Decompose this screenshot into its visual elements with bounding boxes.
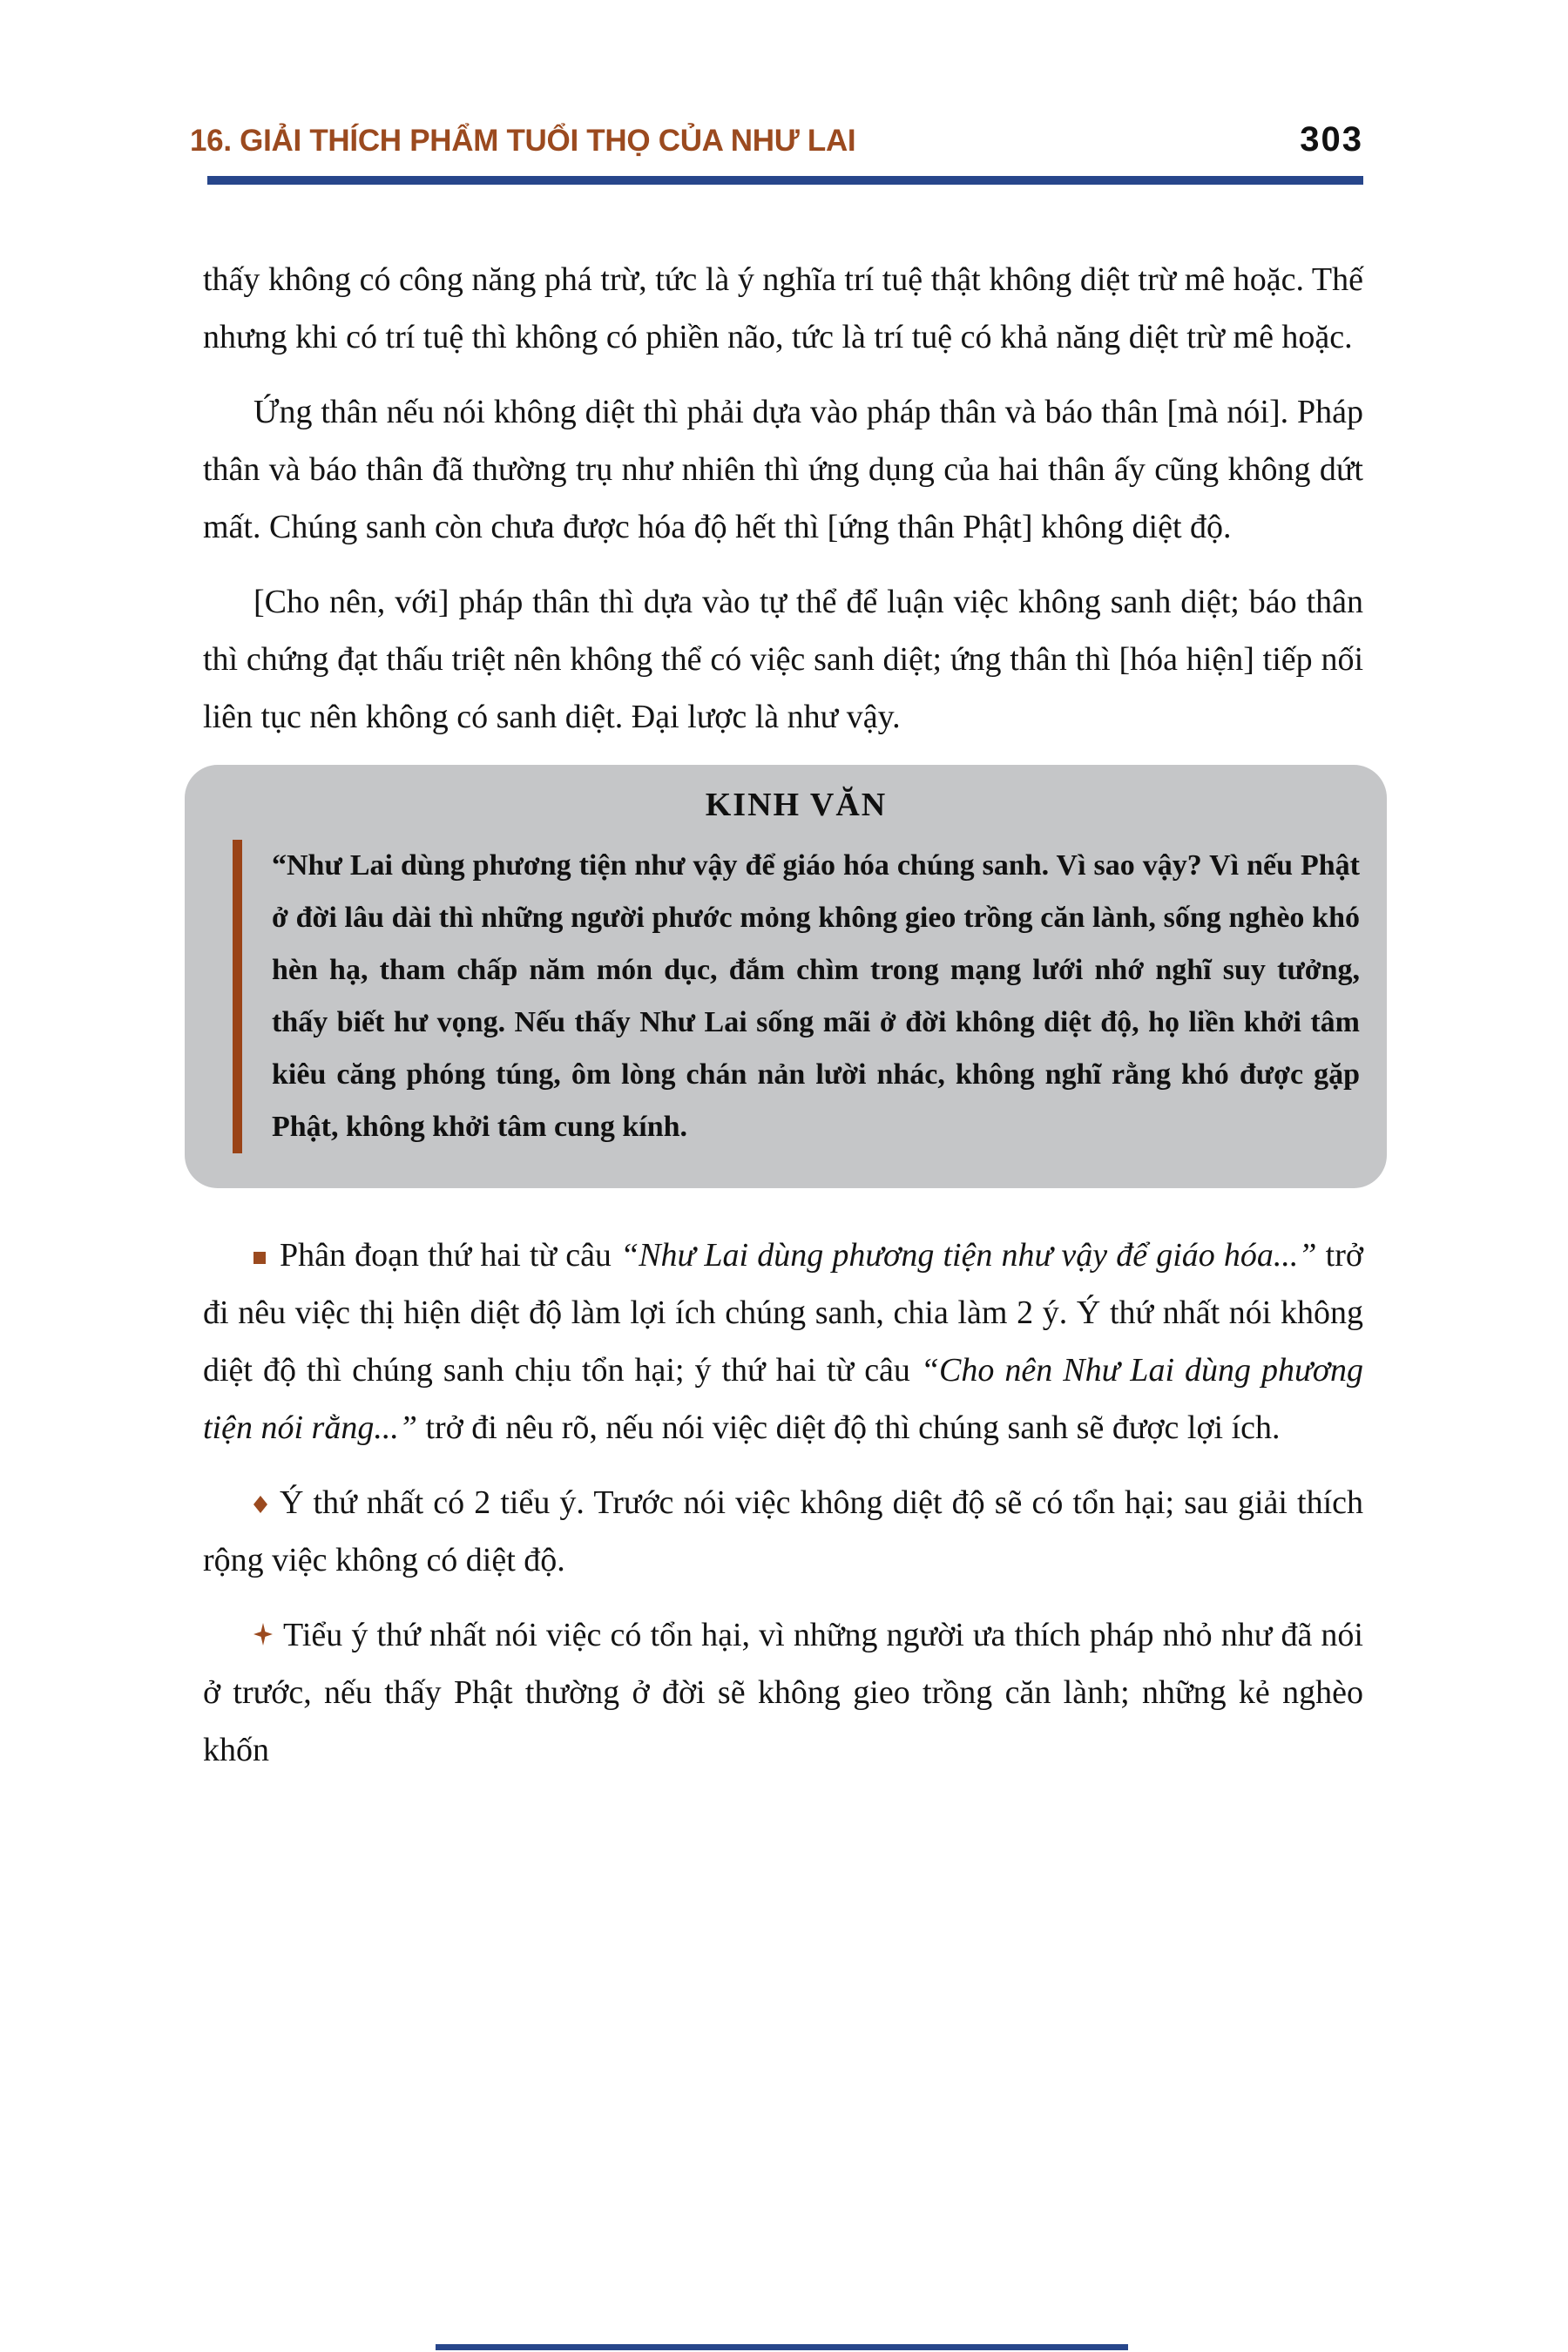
commentary-text: Phân đoạn thứ hai từ câu: [280, 1237, 621, 1274]
commentary-text: trở đi nêu rõ, nếu nói việc diệt độ thì chúng sanh sẽ được lợi ích.: [416, 1409, 1281, 1446]
commentary-text: Ý thứ nhất có 2 tiểu ý. Trước nói việc không diệt độ sẽ có tổn hại; sau giải thích rộng việc không có diệt độ.: [203, 1484, 1363, 1578]
text-block: [203, 251, 1363, 1796]
quoted-phrase: “Cho nên Như Lai dùng phương tiện nói rằng...”: [203, 1352, 1363, 1446]
scripture-box-title: KINH VĂN: [705, 787, 888, 823]
commentary-paragraph: [203, 1606, 1363, 1779]
footer-rule: [436, 2344, 1128, 2350]
body-paragraph: [Cho nên, với] pháp thân thì dựa vào tự thể để luận việc không sanh diệt; báo thân thì chứng đạt thấu triệt nên không thể có việc sanh diệt; ứng thân thì [hóa hiện] tiếp nối liên tục nên không có sanh diệt. Đại lược là như vậy.: [203, 584, 1363, 735]
chapter-heading: 16. GIẢI THÍCH PHẨM TUỔI THỌ CỦA NHƯ LAI: [190, 124, 856, 158]
body-paragraph: Ứng thân nếu nói không diệt thì phải dựa vào pháp thân và báo thân [mà nói]. Pháp thân và báo thân đã thường trụ như nhiên thì ứng dụng của hai thân ấy cũng không dứt mất. Chúng sanh còn chưa được hóa độ hết thì [ứng thân Phật] không diệt độ.: [203, 394, 1363, 545]
diamond-bullet-icon: [253, 1496, 267, 1513]
commentary-paragraph: [203, 1474, 1363, 1589]
scripture-quote-row: [233, 840, 1360, 1153]
quoted-phrase: “Như Lai dùng phương tiện như vậy để giáo hóa...”: [620, 1237, 1317, 1274]
commentary-paragraph: [203, 1227, 1363, 1456]
scripture-quote: “Như Lai dùng phương tiện như vậy để giáo hóa chúng sanh. Vì sao vậy? Vì nếu Phật ở đời lâu dài thì những người phước mỏng không gieo trồng căn lành, sống nghèo khó hèn hạ, tham chấp năm món dục, đắm chìm trong mạng lưới nhớ nghĩ suy tưởng, thấy biết hư vọng. Nếu thấy Như Lai sống mãi ở đời không diệt độ, họ liền khởi tâm kiêu căng phóng túng, ôm lòng chán nản lười nhác, không nghĩ rằng khó được gặp Phật, không khởi tâm cung kính.: [272, 849, 1360, 1143]
commentary-text: trở đi nêu việc thị hiện diệt độ làm lợi ích chúng sanh, chia làm 2 ý. Ý thứ nhất nói không diệt độ thì chúng sanh chịu tổn hại; ý thứ hai từ câu: [203, 1237, 1363, 1389]
page-number: 303: [1300, 120, 1363, 159]
scripture-box: [185, 765, 1387, 1188]
commentary-text: Tiểu ý thứ nhất nói việc có tổn hại, vì những người ưa thích pháp nhỏ như đã nói ở trước, nếu thấy Phật thường ở đời sẽ không gieo trồng căn lành; những kẻ nghèo khốn: [203, 1617, 1363, 1768]
body-paragraph: thấy không có công năng phá trừ, tức là ý nghĩa trí tuệ thật không diệt trừ mê hoặc. Thế nhưng khi có trí tuệ thì không có phiền não, tức là trí tuệ có khả năng diệt trừ mê hoặc.: [203, 261, 1363, 355]
header-rule: [207, 176, 1363, 185]
quote-accent-bar: [233, 840, 242, 1153]
running-head: [190, 120, 1363, 159]
square-bullet-icon: [253, 1252, 266, 1264]
star-bullet-icon: [253, 1623, 273, 1646]
